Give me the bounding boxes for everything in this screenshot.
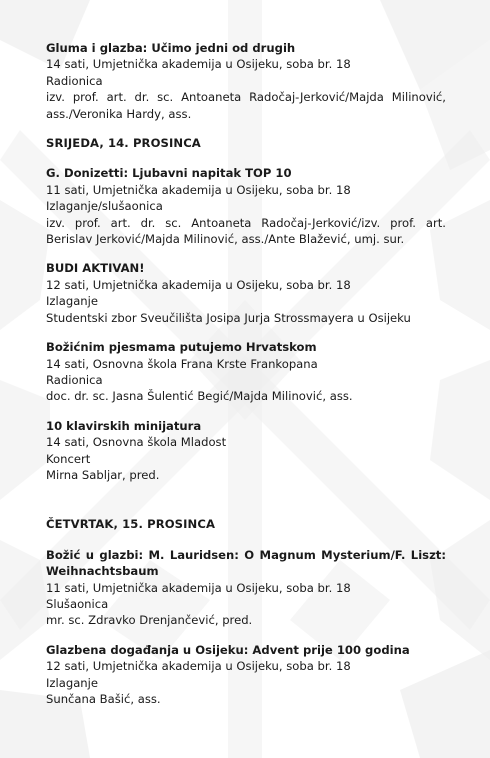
event-title: Božić u glazbi: M. Lauridsen: O Magnum Mysterium/F. Liszt: Weihnachtsbaum [46,547,446,579]
event-time-location: 11 sati, Umjetnička akademija u Osijeku, soba br. 18 [46,580,351,595]
event-title: 10 klavirskih minijatura [46,418,202,433]
event-presenters: Mirna Sabljar, pred. [46,467,160,482]
event-time-location: 12 sati, Umjetnička akademija u Osijeku, soba br. 18 [46,659,351,674]
event-presenters: doc. dr. sc. Jasna Šulentić Begić/Majda Milinović, ass. [46,389,353,404]
event-time-location: 11 sati, Umjetnička akademija u Osijeku, soba br. 18 [46,182,351,197]
event-type: Izlaganje/slušaonica [46,199,163,214]
event-time-location: 14 sati, Umjetnička akademija u Osijeku, soba br. 18 [46,57,351,72]
event-presenters: izv. prof. art. dr. sc. Antoaneta Radočaj-Jerković/izv. prof. art. Berislav Jerković/Majda Milinović, ass./Ante Blažević, umj. sur. [46,215,446,247]
event-title: BUDI AKTIVAN! [46,261,145,276]
day-heading: ČETVRTAK, 15. PROSINCA [46,517,216,532]
programme-list [46,40,446,720]
event-title: Gluma i glazba: Učimo jedni od drugih [46,41,296,55]
event-entry [46,40,446,122]
event-entry [46,260,446,326]
event-type: Koncert [46,451,91,466]
event-entry [46,418,446,484]
event-type: Radionica [46,73,103,88]
event-presenters: Sunčana Bašić, ass. [46,692,161,706]
event-title: Božićnim pjesmama putujemo Hrvatskom [46,340,317,355]
day-heading: SRIJEDA, 14. PROSINCA [46,136,201,151]
event-type: Slušaonica [46,596,109,611]
event-time-location: 12 sati, Umjetnička akademija u Osijeku, soba br. 18 [46,277,351,292]
event-entry [46,339,446,405]
event-presenters: Studentski zbor Sveučilišta Josipa Jurja Strossmayera u Osijeku [46,310,411,325]
event-presenters: mr. sc. Zdravko Drenjančević, pred. [46,613,253,628]
event-entry [46,547,446,629]
event-type: Izlaganje [46,294,98,309]
event-time-location: 14 sati, Osnovna škola Mladost [46,435,227,450]
event-title: Glazbena događanja u Osijeku: Advent prije 100 godina [46,642,410,657]
event-entry [46,165,446,247]
event-entry [46,642,446,708]
event-title: G. Donizetti: Ljubavni napitak TOP 10 [46,166,292,181]
event-type: Izlaganje [46,675,98,690]
event-time-location: 14 sati, Osnovna škola Frana Krste Frankopana [46,356,318,371]
event-type: Radionica [46,372,103,387]
section-spacer [46,496,446,516]
event-presenters: izv. prof. art. dr. sc. Antoaneta Radočaj-Jerković/Majda Milinović, ass./Veronika Hardy, ass. [46,90,446,121]
